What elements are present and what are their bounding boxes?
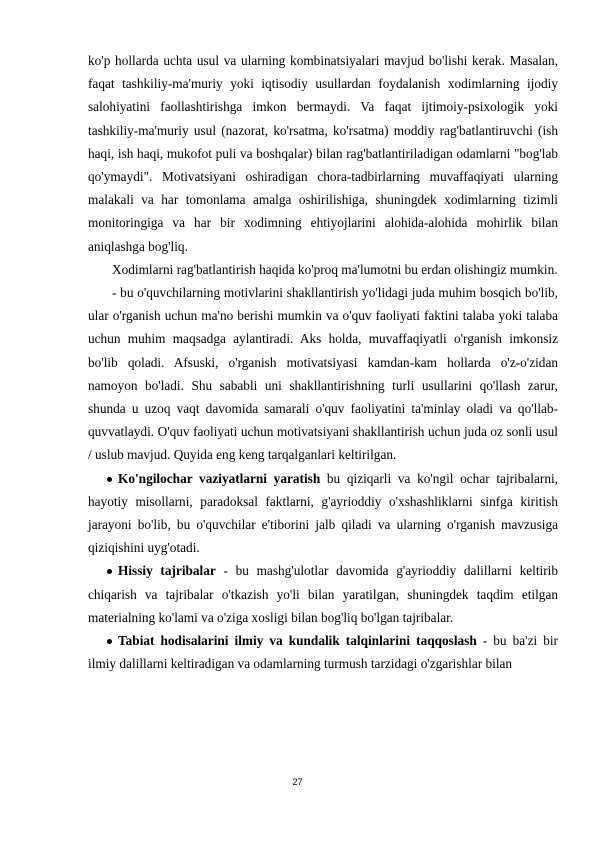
paragraph-1: ko'p hollarda uchta usul va ularning kombinatsiyalari mavjud bo'lishi kerak. Masalan, faqat tashkiliy-ma'muriy yoki iqtisodiy usullardan foydalanish xodimlarning ijodiy salohiyatini faollashtirishga imkon bermaydi. Va faqat ijtimoiy-psixologik yoki tashkiliy-ma'muriy usul (nazorat, ko'rsatma, ko'rsatma) moddiy rag'batlantiruvchi (ish haqi, ish haqi, mukofot puli va boshqalar) bilan rag'batlantiriladigan odamlarni "bog'lab qo'ymaydi". Motivatsiyani oshiradigan chora-tadbirlarning muvaffaqiyati ularning malakali va har tomonlama amalga oshirilishiga, shuningdek xodimlarning tizimli monitoringiga va har bir xodimning ehtiyojlarini alohida-alohida mohirlik bilan aniqlashga bog'liq.	[88, 53, 558, 254]
paragraph-3: - bu o'quvchilarning motivlarini shakllantirish yo'lidagi juda muhim bosqich bo'lib, ular o'rganish uchun ma'no berishi mumkin va o'quv faoliyati faktini talaba yoki talaba uchun muhim maqsadga aylantiradi. Aks holda, muvaffaqiyatli o'rganish imkonsiz bo'lib qoladi. Afsuski, o'rganish motivatsiyasi kamdan-kam hollarda o'z-o'zidan namoyon bo'ladi. Shu sababli uni shakllantirishning turli usullarini qo'llash zarur, shunda u uzoq vaqt davomida samarali o'quv faoliyatini ta'minlay oladi va qo'llab-quvvatlaydi. O'quv faoliyati uchun motivatsiyani shakllantirish uchun juda oz sonli usul / uslub mavjud. Quyida eng keng tarqalganlari keltirilgan.	[88, 285, 558, 463]
bullet-text: - bu ba'zi bir ilmiy dalillarni keltiradigan va odamlarning turmush tarzidagi o'zgarishlar bilan	[88, 633, 558, 672]
bullet-icon	[107, 569, 112, 574]
document-body	[88, 49, 558, 675]
bullet-item-1	[88, 467, 558, 560]
page-number: 27	[292, 777, 303, 787]
bullet-icon	[107, 477, 112, 482]
bullet-item-3	[88, 629, 558, 675]
bullet-term: Tabiat hodisalarini ilmiy va kundalik talqinlarini taqqoslash	[118, 633, 477, 649]
bullet-text: bu qiziqarli va ko'ngil ochar tajribalarni, hayotiy misollarni, paradoksal faktlarni, g'ayrioddiy o'xshashliklarni sinfga kiritish jarayoni bo'lib, bu o'quvchilar e'tiborini jalb qiladi va ularning o'rganish mavzusiga qiziqishini uyg'otadi.	[88, 470, 558, 556]
bullet-icon	[107, 639, 112, 644]
bullet-term: Ko'ngilochar vaziyatlarni yaratish	[118, 470, 321, 486]
bullet-item-2	[88, 559, 558, 629]
bullet-text: - bu mashg'ulotlar davomida g'ayrioddiy dalillarni keltirib chiqarish va tajribalar o'tkazish yo'li bilan yaratilgan, shuningdek taqdim etilgan materialning ko'lami va o'ziga xosligi bilan bog'liq bo'lgan tajribalar.	[88, 563, 558, 625]
bullet-term: Hissiy tajribalar	[118, 563, 216, 579]
paragraph-2: Xodimlarni rag'batlantirish haqida ko'proq ma'lumotni bu erdan olishingiz mumkin.	[112, 261, 558, 277]
